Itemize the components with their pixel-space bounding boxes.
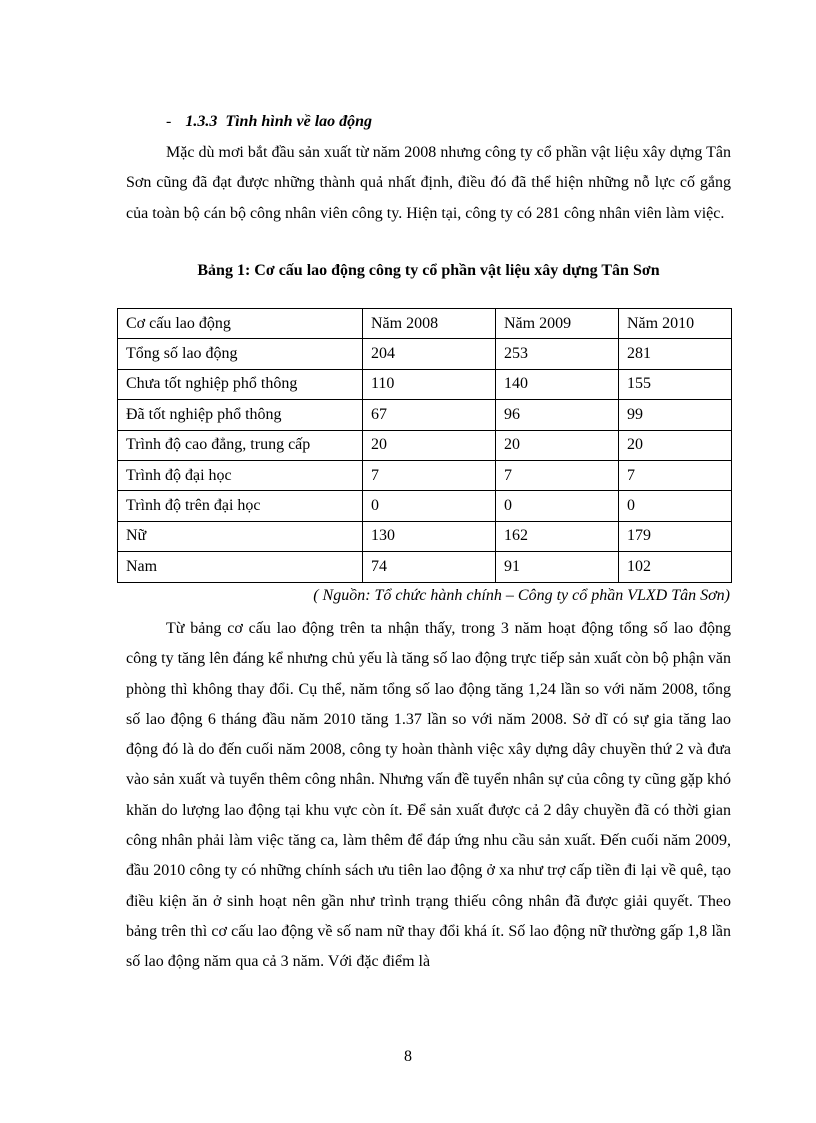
table-cell: 102 <box>619 552 732 582</box>
table-row <box>118 400 732 430</box>
table-cell: 7 <box>363 460 496 490</box>
table-header-row <box>118 309 732 339</box>
table-cell: 7 <box>619 460 732 490</box>
table-cell: 110 <box>363 369 496 399</box>
labor-structure-table <box>117 308 732 583</box>
table-cell: 7 <box>496 460 619 490</box>
page-number: 8 <box>404 1048 412 1065</box>
section-number: 1.3.3 <box>185 113 218 130</box>
table-cell: 74 <box>363 552 496 582</box>
table-cell: 0 <box>363 491 496 521</box>
table-cell: 130 <box>363 521 496 551</box>
table-caption: Bảng 1: Cơ cấu lao động công ty cổ phần vật liệu xây dựng Tân Sơn <box>197 262 660 279</box>
table-cell: 162 <box>496 521 619 551</box>
analysis-paragraph: Từ bảng cơ cấu lao động trên ta nhận thấy, trong 3 năm hoạt động tổng số lao động công ty tăng lên đáng kể nhưng chủ yếu là tăng số lao động trực tiếp sản xuất còn bộ phận văn phòng thì không thay đổi. Cụ thể, năm tổng số lao động tăng 1,24 lần so với năm 2008, tổng số lao động 6 tháng đầu năm 2010 tăng 1.37 lần so với năm 2008. Sở dĩ có sự gia tăng lao động đó là do đến cuối năm 2008, công ty hoàn thành việc xây dựng dây chuyền thứ 2 và đưa vào sản xuất và tuyển thêm công nhân. Nhưng vấn đề tuyển nhân sự của công ty cũng gặp khó khăn do lượng lao động tại khu vực còn ít. Để sản xuất được cả 2 dây chuyền đã có thời gian công nhân phải làm việc tăng ca, làm thêm để đáp ứng nhu cầu sản xuất. Đến cuối năm 2009, đầu 2010 công ty có những chính sách ưu tiên lao động ở xa như trợ cấp tiền đi lại về quê, tạo điều kiện ăn ở sinh hoạt nên gần như trình trạng thiếu công nhân đã được giải quyết. Theo bảng trên thì cơ cấu lao động về số nam nữ thay đổi khá ít. Số lao động nữ thường gấp 1,8 lần số lao động năm qua cả 3 năm. Với đặc điểm là <box>126 620 731 971</box>
table-cell: 140 <box>496 369 619 399</box>
header-cell: Năm 2009 <box>496 309 619 339</box>
table-cell: 96 <box>496 400 619 430</box>
header-cell: Năm 2010 <box>619 309 732 339</box>
table-row <box>118 491 732 521</box>
table-cell: 204 <box>363 339 496 369</box>
table-cell: 20 <box>619 430 732 460</box>
header-cell: Năm 2008 <box>363 309 496 339</box>
table-cell: Chưa tốt nghiệp phổ thông <box>118 369 363 399</box>
header-cell: Cơ cấu lao động <box>118 309 363 339</box>
table-cell: Trình độ trên đại học <box>118 491 363 521</box>
table-row <box>118 369 732 399</box>
table-cell: Nam <box>118 552 363 582</box>
table-cell: Đã tốt nghiệp phổ thông <box>118 400 363 430</box>
section-title: Tình hình về lao động <box>225 113 373 130</box>
table-cell: Trình độ cao đẳng, trung cấp <box>118 430 363 460</box>
table-cell: 20 <box>496 430 619 460</box>
table-row <box>118 460 732 490</box>
table-row <box>118 430 732 460</box>
table-cell: 0 <box>619 491 732 521</box>
table-row <box>118 552 732 582</box>
table-cell: Nữ <box>118 521 363 551</box>
heading-bullet: - <box>166 113 172 130</box>
intro-paragraph: Mặc dù mơi bắt đầu sản xuất từ năm 2008 nhưng công ty cổ phần vật liệu xây dựng Tân Sơn cũng đã đạt được những thành quả nhất định, điều đó đã thể hiện những nỗ lực cố gắng của toàn bộ cán bộ công nhân viên công ty. Hiện tại, công ty có 281 công nhân viên làm việc. <box>126 144 731 222</box>
table-cell: 253 <box>496 339 619 369</box>
table-cell: 99 <box>619 400 732 430</box>
table-row <box>118 339 732 369</box>
table-cell: 155 <box>619 369 732 399</box>
table-source-note: ( Nguồn: Tổ chức hành chính – Công ty cổ phần VLXD Tân Sơn) <box>313 587 730 604</box>
table-cell: 20 <box>363 430 496 460</box>
table-cell: 91 <box>496 552 619 582</box>
table-row <box>118 521 732 551</box>
table-cell: Tổng số lao động <box>118 339 363 369</box>
table-cell: 0 <box>496 491 619 521</box>
section-heading <box>166 113 372 131</box>
table-cell: 179 <box>619 521 732 551</box>
table-cell: 67 <box>363 400 496 430</box>
table-cell: 281 <box>619 339 732 369</box>
table-cell: Trình độ đại học <box>118 460 363 490</box>
